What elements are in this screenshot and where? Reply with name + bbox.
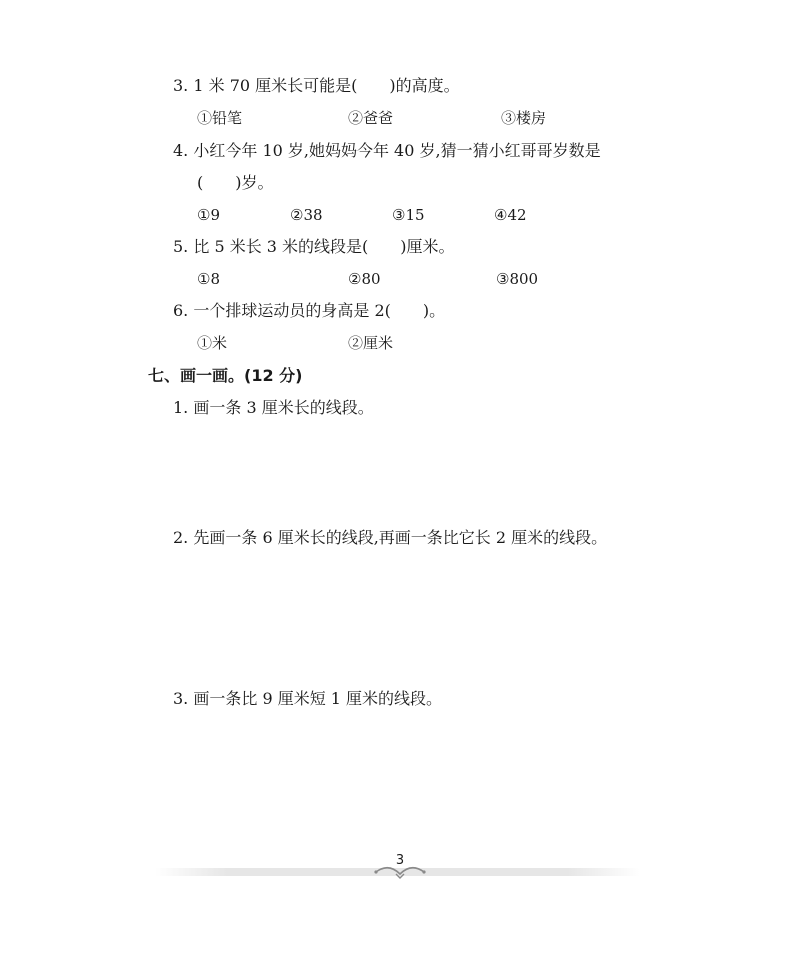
drawing-task-1: 1. 画一条 3 厘米长的线段。 [173,398,374,417]
question-4-option-2: ②38 [290,206,323,224]
question-5-option-3: ③800 [496,270,539,288]
question-5-text: 5. 比 5 米长 3 米的线段是( )厘米。 [173,237,455,256]
question-4-option-1: ①9 [197,206,220,224]
drawing-task-2: 2. 先画一条 6 厘米长的线段,再画一条比它长 2 厘米的线段。 [173,528,608,547]
question-3-option-2: ②爸爸 [348,109,394,127]
question-3-option-3: ③楼房 [501,109,547,127]
question-6-text: 6. 一个排球运动员的身高是 2( )。 [173,301,446,320]
question-6-option-2: ②厘米 [348,334,394,352]
footer-ornament-icon [372,864,428,880]
question-3-option-1: ①铅笔 [197,109,243,127]
page-number: 3 [395,853,405,868]
question-3-text: 3. 1 米 70 厘米长可能是( )的高度。 [173,76,460,95]
question-4-text-line-2: ( )岁。 [197,173,274,192]
question-5-option-1: ①8 [197,270,220,288]
drawing-task-3: 3. 画一条比 9 厘米短 1 厘米的线段。 [173,689,443,708]
question-4-option-4: ④42 [494,206,527,224]
section-7-heading: 七、画一画。(12 分) [148,366,303,385]
question-5-option-2: ②80 [348,270,381,288]
question-4-option-3: ③15 [392,206,425,224]
question-4-text-line-1: 4. 小红今年 10 岁,她妈妈今年 40 岁,猜一猜小红哥哥岁数是 [173,141,601,160]
question-6-option-1: ①米 [197,334,228,352]
